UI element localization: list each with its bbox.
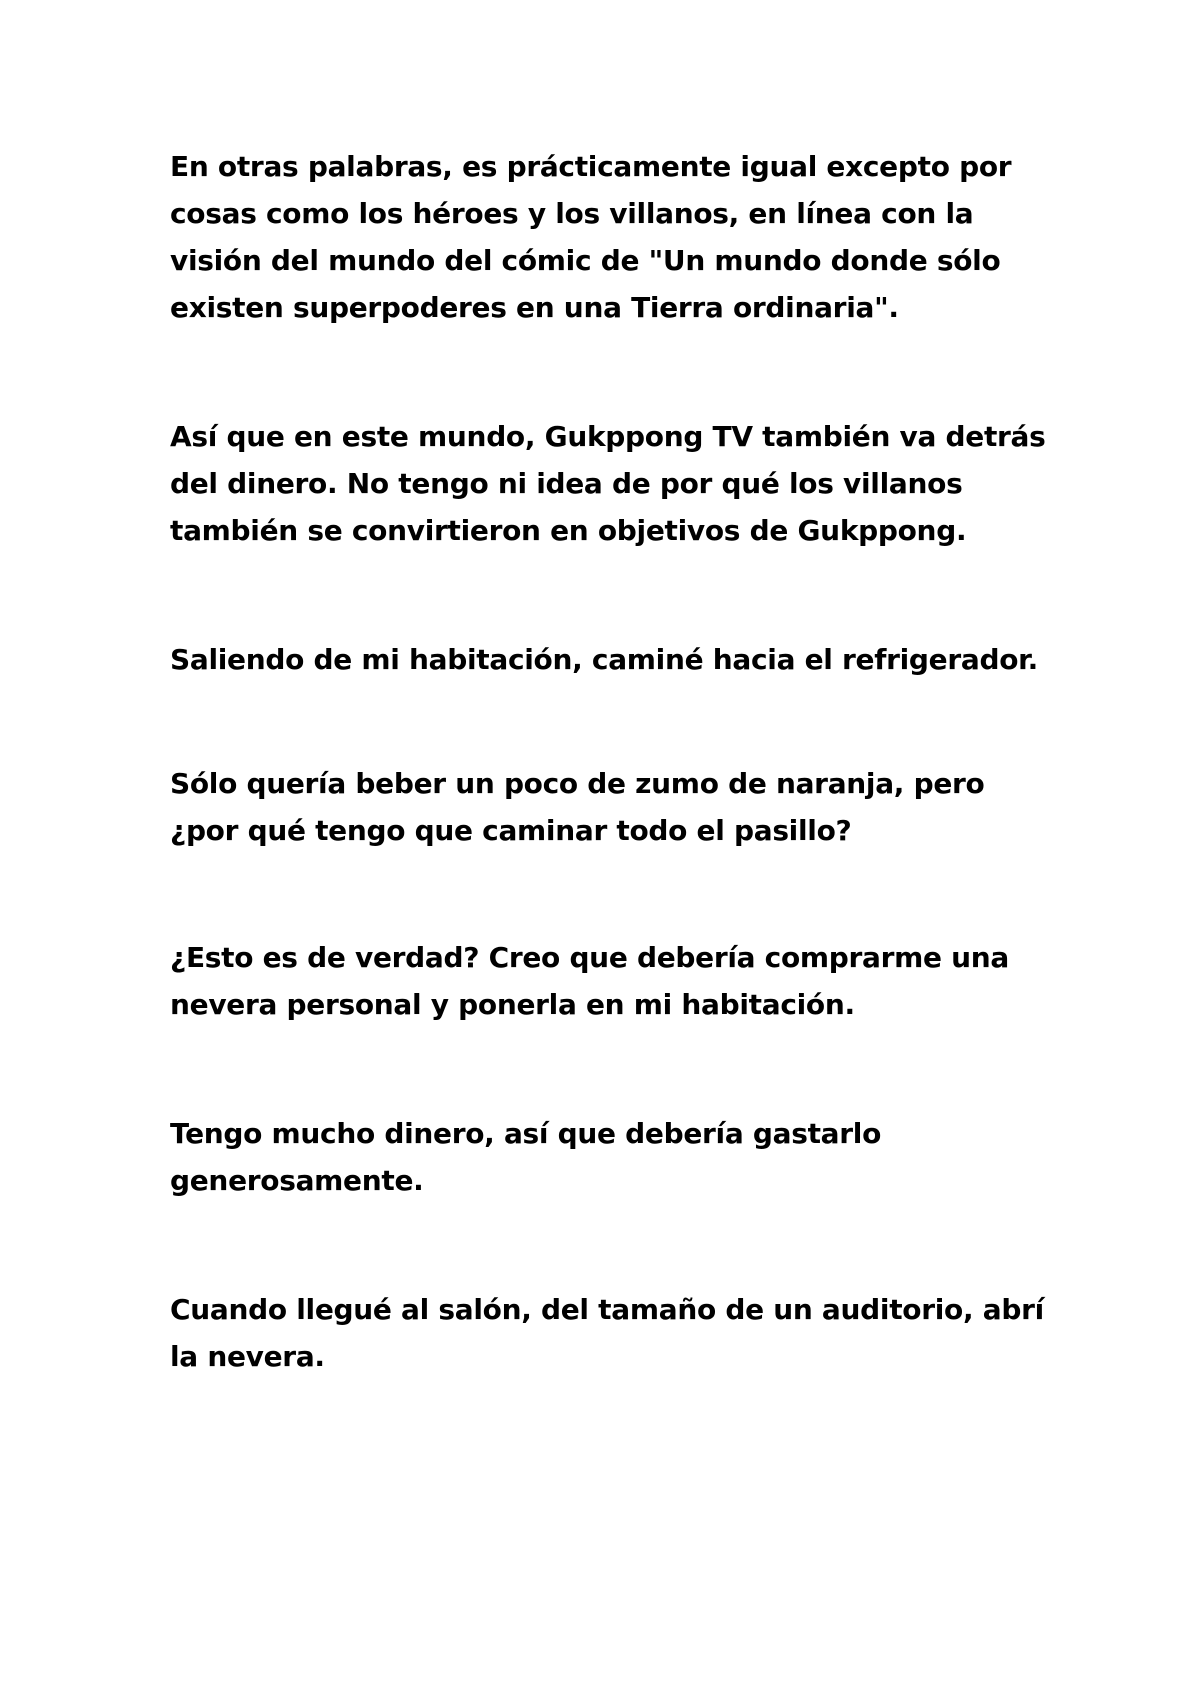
text-line: ¿por qué tengo que caminar todo el pasillo? (170, 814, 852, 847)
paragraph-6 (170, 1110, 1070, 1204)
text-line: nevera personal y ponerla en mi habitación. (170, 988, 855, 1021)
text-line: Cuando llegué al salón, del tamaño de un auditorio, abrí (170, 1293, 1044, 1326)
text-line: la nevera. (170, 1340, 325, 1373)
text-line: también se convirtieron en objetivos de Gukppong. (170, 514, 967, 547)
text-line: generosamente. (170, 1164, 424, 1197)
paragraph-3 (170, 636, 1070, 683)
paragraph-1 (170, 143, 1070, 331)
text-line: existen superpoderes en una Tierra ordinaria". (170, 291, 899, 324)
paragraph-2 (170, 413, 1070, 554)
text-line: Tengo mucho dinero, así que debería gastarlo (170, 1117, 882, 1150)
paragraph-7 (170, 1286, 1070, 1380)
paragraph-4 (170, 760, 1070, 854)
text-line: ¿Esto es de verdad? Creo que debería comprarme una (170, 941, 1010, 974)
paragraph-5 (170, 934, 1070, 1028)
text-line: del dinero. No tengo ni idea de por qué los villanos (170, 467, 963, 500)
text-line: En otras palabras, es prácticamente igual excepto por (170, 150, 1012, 183)
text-line: Así que en este mundo, Gukppong TV también va detrás (170, 420, 1046, 453)
text-line: visión del mundo del cómic de "Un mundo donde sólo (170, 244, 1001, 277)
text-line: Sólo quería beber un poco de zumo de naranja, pero (170, 767, 985, 800)
text-line: Saliendo de mi habitación, caminé hacia el refrigerador. (170, 643, 1039, 676)
text-line: cosas como los héroes y los villanos, en línea con la (170, 197, 974, 230)
